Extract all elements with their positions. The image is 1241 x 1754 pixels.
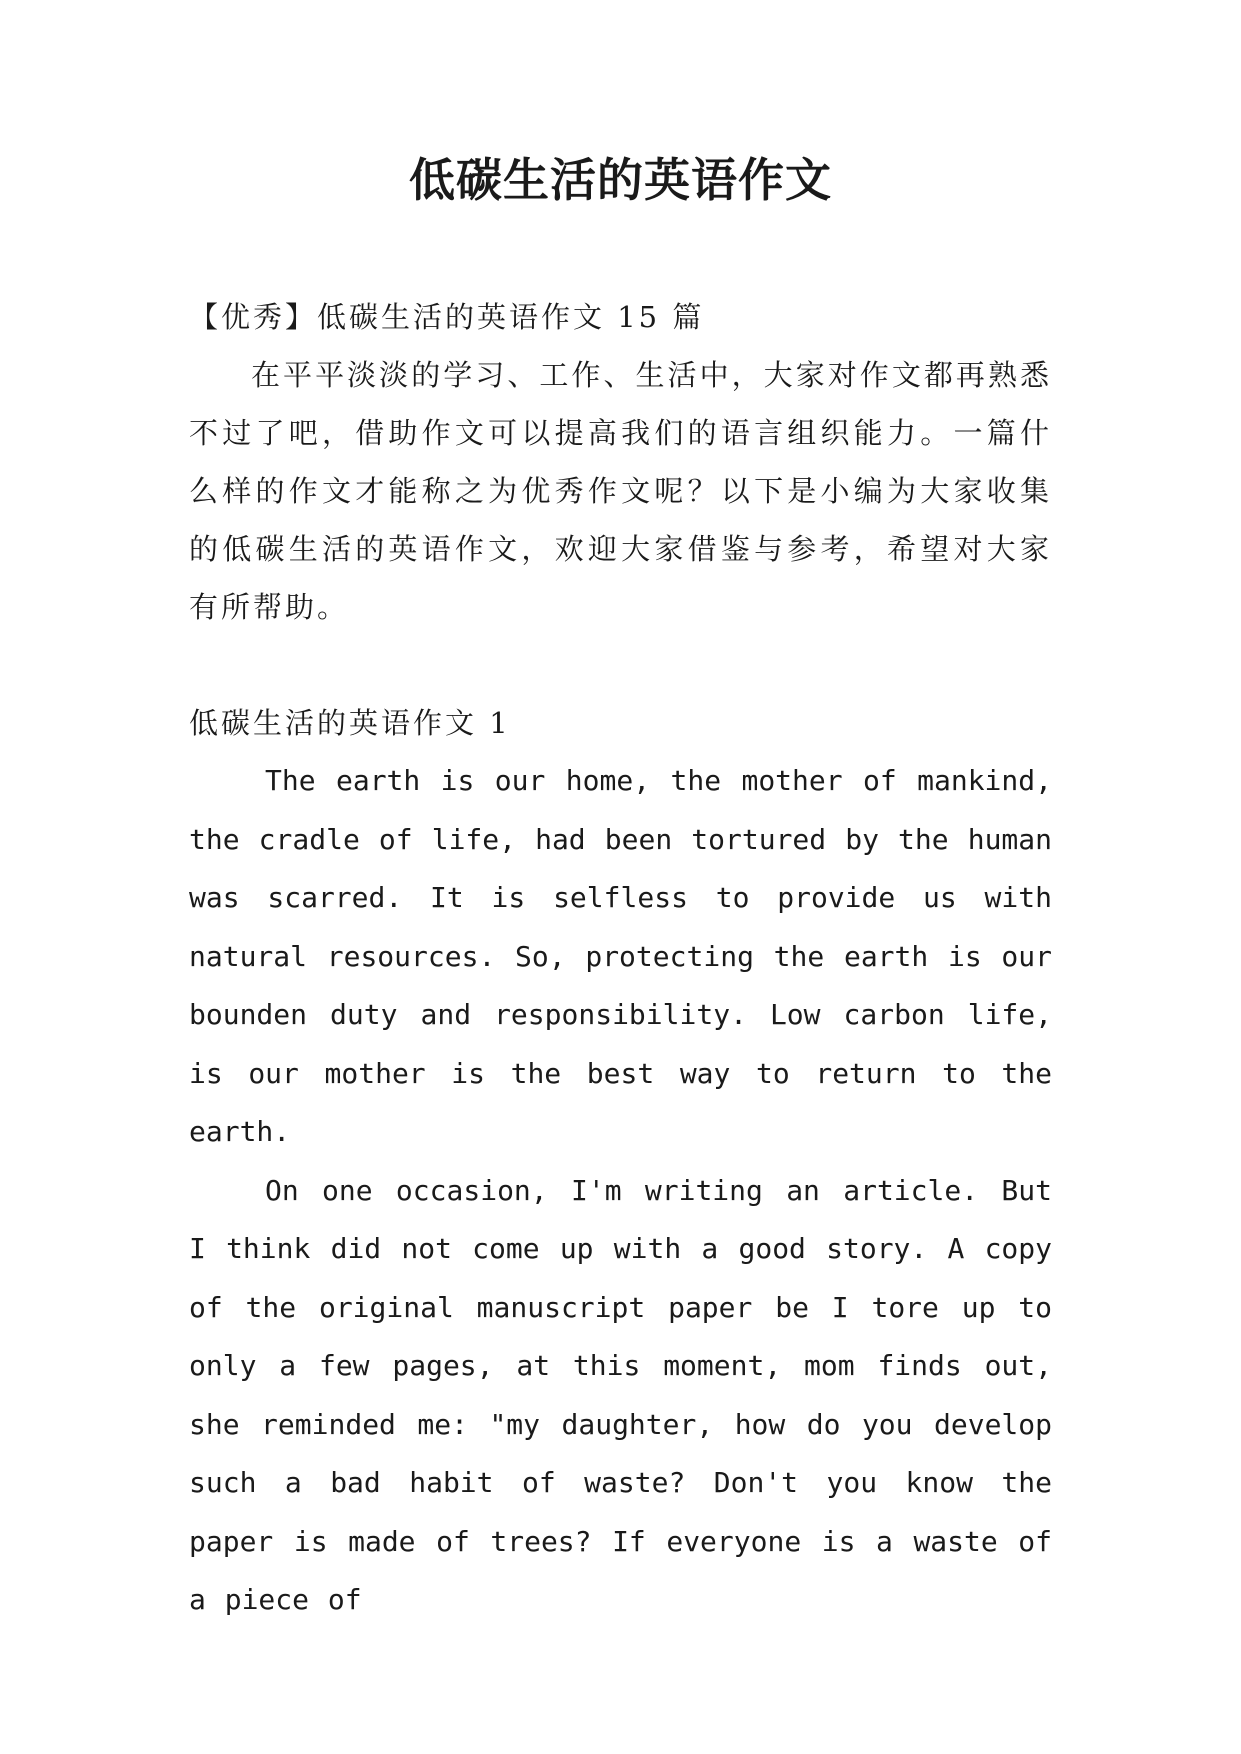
essay-paragraph-2: On one occasion, I'm writing an article. But I think did not come up with a good story. A copy of the original manuscript paper be I tore up to only a few pages, at this moment, mom finds out, she reminded me: "my daughter, how do you develop such a bad habit of waste? Don't you know the paper is made of trees? If everyone is a waste of a piece of bbox=[189, 1173, 1052, 1616]
section-heading: 低碳生活的英语作文 1 bbox=[189, 706, 511, 740]
intro-paragraph: 在平平淡淡的学习、工作、生活中，大家对作文都再熟悉不过了吧，借助作文可以提高我们的语言组织能力。一篇什么样的作文才能称之为优秀作文呢？以下是小编为大家收集的低碳生活的英语作文，欢迎大家借鉴与参考，希望对大家有所帮助。 bbox=[189, 358, 1052, 624]
paragraph-spacer bbox=[189, 636, 1052, 694]
document-title: 低碳生活的英语作文 bbox=[409, 153, 832, 207]
essay-paragraph-1: The earth is our home, the mother of mankind, the cradle of life, had been tortured by the human was scarred. It is selfless to provide us with natural resources. So, protecting the earth is our bounden duty and responsibility. Low carbon life, is our mother is the best way to return to the earth. bbox=[189, 764, 1052, 1148]
document-body bbox=[189, 288, 1052, 1630]
document-subtitle: 【优秀】低碳生活的英语作文 15 篇 bbox=[189, 300, 705, 334]
